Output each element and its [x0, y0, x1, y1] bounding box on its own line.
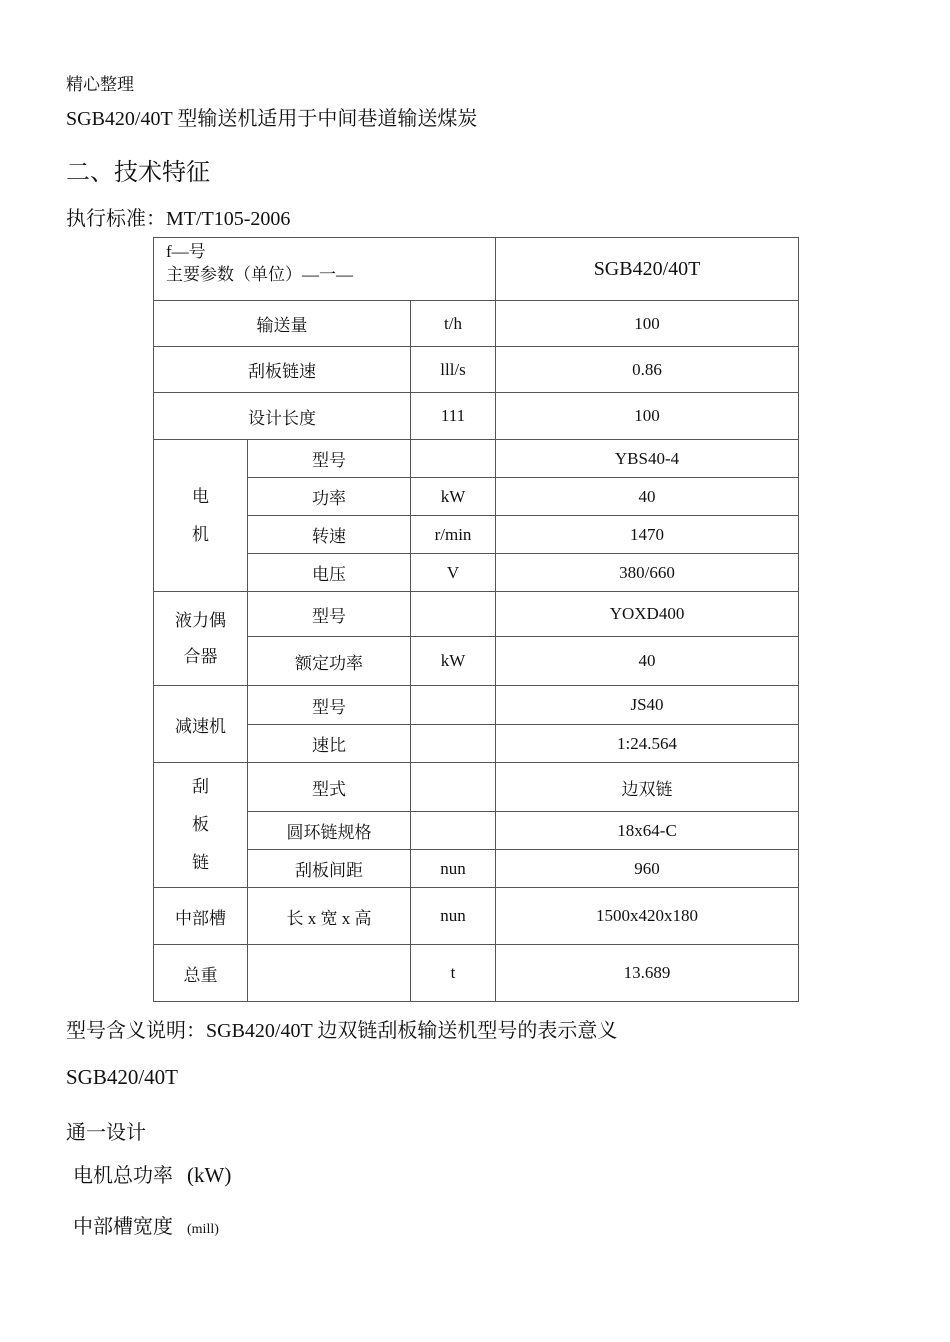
execution-standard: 执行标准：MT/T105-2006: [66, 208, 291, 230]
uniform-design: 通一设计: [66, 1122, 146, 1144]
model-meaning: 型号含义说明：SGB420/40T 边双链刮板输送机型号的表示意义: [66, 1020, 618, 1042]
param-name: 输送量: [154, 301, 411, 347]
param-unit: [411, 440, 496, 478]
table-row: [154, 725, 799, 763]
group-char: 刮: [192, 777, 209, 796]
group-reducer: 减速机: [154, 686, 248, 763]
param-unit: [411, 686, 496, 725]
table-row: [154, 554, 799, 592]
table-row: [154, 637, 799, 686]
group-line: 液力偶: [175, 610, 226, 630]
table-row: [154, 812, 799, 850]
param-unit: kW: [411, 637, 496, 686]
motor-total-power-unit: (kW): [187, 1163, 232, 1187]
table-row: [154, 347, 799, 393]
param-name: 长 x 宽 x 高: [248, 888, 411, 945]
header-model-cell: SGB420/40T: [496, 238, 799, 301]
group-char: 电: [192, 486, 209, 506]
param-name: 额定功率: [248, 637, 411, 686]
param-value: 100: [496, 301, 799, 347]
param-unit: lll/s: [411, 347, 496, 393]
group-line: 合器: [183, 646, 218, 666]
param-value: 100: [496, 393, 799, 440]
param-value: 1:24.564: [496, 725, 799, 763]
intro-paragraph: SGB420/40T 型输送机适用于中间巷道输送煤炭: [66, 108, 478, 130]
header-param-cell: [154, 238, 496, 301]
param-value: 960: [496, 850, 799, 888]
group-motor: [154, 440, 248, 592]
table-row: [154, 763, 799, 812]
param-name: 型号: [248, 440, 411, 478]
param-value: JS40: [496, 686, 799, 725]
param-unit: V: [411, 554, 496, 592]
table-row: [154, 592, 799, 637]
group-total-weight: 总重: [154, 945, 248, 1002]
param-name: 型号: [248, 592, 411, 637]
param-name: 刮板间距: [248, 850, 411, 888]
param-value: 0.86: [496, 347, 799, 393]
param-unit: [411, 763, 496, 812]
group-char: 机: [192, 524, 209, 544]
param-value: 13.689: [496, 945, 799, 1002]
param-unit: 111: [411, 393, 496, 440]
param-name: [248, 945, 411, 1002]
param-unit: nun: [411, 850, 496, 888]
group-scraper-chain: [154, 763, 248, 888]
table-row: [154, 478, 799, 516]
table-row: [154, 516, 799, 554]
motor-total-power: [73, 1159, 231, 1188]
param-name: 圆环链规格: [248, 812, 411, 850]
group-middle-chute: 中部槽: [154, 888, 248, 945]
param-unit: [411, 592, 496, 637]
table-row: [154, 945, 799, 1002]
param-name: 设计长度: [154, 393, 411, 440]
table-row: [154, 440, 799, 478]
param-name: 电压: [248, 554, 411, 592]
param-value: 边双链: [496, 763, 799, 812]
motor-total-power-label: 电机总功率: [73, 1165, 173, 1187]
param-name: 刮板链速: [154, 347, 411, 393]
table-row: [154, 686, 799, 725]
param-unit: t: [411, 945, 496, 1002]
table-row: [154, 888, 799, 945]
table-row: [154, 301, 799, 347]
param-value: YBS40-4: [496, 440, 799, 478]
param-name: 型号: [248, 686, 411, 725]
param-name: 转速: [248, 516, 411, 554]
param-value: 40: [496, 478, 799, 516]
param-value: 18x64-C: [496, 812, 799, 850]
table-row: [154, 393, 799, 440]
param-unit: r/min: [411, 516, 496, 554]
section-title: 二、技术特征: [66, 158, 210, 186]
table-header-row: [154, 238, 799, 301]
table-row: [154, 850, 799, 888]
param-name: 功率: [248, 478, 411, 516]
chute-width-label: 中部槽宽度: [73, 1216, 173, 1238]
param-name: 速比: [248, 725, 411, 763]
param-unit: t/h: [411, 301, 496, 347]
header-line-1: f—号: [166, 242, 206, 261]
param-value: 380/660: [496, 554, 799, 592]
param-value: 1470: [496, 516, 799, 554]
param-value: YOXD400: [496, 592, 799, 637]
model-code: SGB420/40T: [66, 1065, 179, 1089]
param-unit: [411, 725, 496, 763]
group-char: 链: [192, 853, 209, 872]
param-value: 40: [496, 637, 799, 686]
chute-width: [73, 1210, 219, 1239]
header-line-2: 主要参数（单位）—一—: [166, 265, 353, 284]
param-unit: kW: [411, 478, 496, 516]
param-value: 1500x420x180: [496, 888, 799, 945]
param-name: 型式: [248, 763, 411, 812]
param-unit: nun: [411, 888, 496, 945]
group-coupling: [154, 592, 248, 686]
header-note: 精心整理: [66, 75, 134, 94]
chute-width-unit: (mill): [187, 1222, 219, 1237]
group-char: 板: [192, 815, 209, 834]
param-unit: [411, 812, 496, 850]
spec-table: [153, 237, 799, 1002]
